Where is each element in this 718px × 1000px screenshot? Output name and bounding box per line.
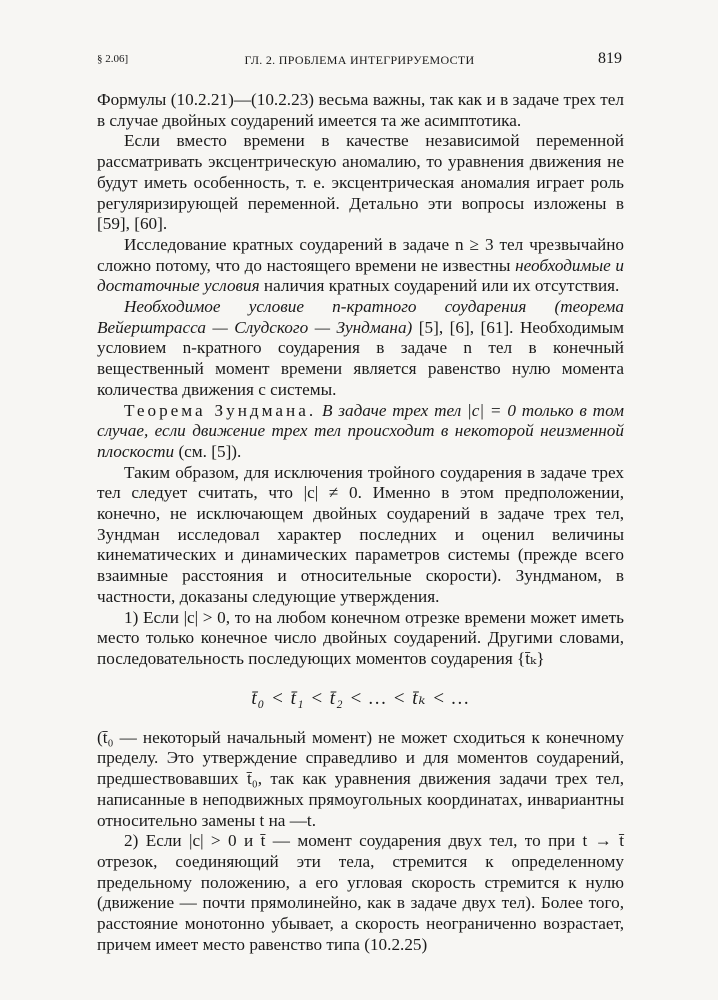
page-number: 819 (598, 50, 622, 67)
theorem-label: Теорема Зундмана. (124, 400, 317, 420)
paragraph-7: 1) Если |c| > 0, то на любом конечном отрезке времени может иметь место только конечное число двойных соударений. Другими словами, последовательность последующих моментов соударения {t̄ₖ} (97, 607, 624, 668)
paragraph-4-text: [5], [6], [61]. Необходимым условием n-кратного соударения в задаче n тел в конечный вещественный момент времени является равенство нулю момента количества движения c системы. (97, 317, 624, 399)
page-body (97, 90, 624, 955)
paragraph-6: Таким образом, для исключения тройного соударения в задаче трех тел следует считать, что |c| ≠ 0. Именно в этом предположении, конечно, не исключающем двойных соударений в задаче трех тел, Зундман исследовал характер последних и оценил величины кинематических и динамических параметров системы (прежде всего взаимные расстояния и относительные скорости). Зундманом, в частности, доказаны следующие утверждения. (97, 462, 624, 606)
running-title: ГЛ. 2. ПРОБЛЕМА ИНТЕГРИРУЕМОСТИ (244, 53, 475, 67)
paragraph-4 (97, 297, 624, 401)
theorem-statement: В задаче трех тел |c| = 0 только в том случае, если движение трех тел происходит в некоторой неизменной плоскости (97, 400, 624, 461)
paragraph-1: Формулы (10.2.21)—(10.2.23) весьма важны, так как и в задаче трех тел в случае двойных соударений имеется та же асимптотика. (97, 90, 624, 130)
paragraph-9: 2) Если |c| > 0 и t̄ — момент соударения двух тел, то при t → t̄ отрезок, соединяющий эти тела, стремится к определенному предельному положению, а его угловая скорость стремится к нулю (движение — почти прямолинейно, как в задаче двух тел). Более того, расстояние монотонно убывает, а скорость неограниченно возрастает, причем имеет место равенство типа (10.2.25) (97, 831, 624, 954)
display-formula: t̄₀ < t̄₁ < t̄₂ < … < t̄ₖ < … (251, 687, 470, 709)
paragraph-3-text-c: наличия кратных соударений или их отсутствия. (259, 276, 620, 296)
paragraph-2: Если вместо времени в качестве независимой переменной рассматривать эксцентрическую аномалию, то уравнения движения не будут иметь особенность, т. е. эксцентрическая аномалия играет роль регуляризирующей переменной. Детально эти вопросы изложены в [59], [60]. (97, 131, 624, 234)
page-header (97, 50, 622, 72)
theorem-citation: (см. [5]). (174, 441, 242, 461)
paragraph-3-text-a: Исследование кратных соударений в задаче n ≥ 3 тел чрезвычайно сложно потому, что до настоящего времени не известны (97, 234, 624, 275)
paragraph-3-italic: необходимые и достаточные условия (97, 255, 624, 296)
paragraph-8: (t̄₀ — некоторый начальный момент) не может сходиться к конечному пределу. Это утверждение справедливо и для моментов соударений, предшествовавших t̄₀, так как уравнения движения задачи трех тел, написанные в неподвижных прямоугольных координатах, инвариантны относительно замены t на —t. (97, 727, 624, 830)
paragraph-4-italic: Необходимое условие n-кратного соударения (теорема Вейерштрасса — Слудского — Зундмана) (97, 297, 624, 337)
paragraph-5-theorem (97, 401, 624, 463)
paragraph-3 (97, 235, 624, 297)
section-ref: § 2.06] (97, 53, 129, 65)
